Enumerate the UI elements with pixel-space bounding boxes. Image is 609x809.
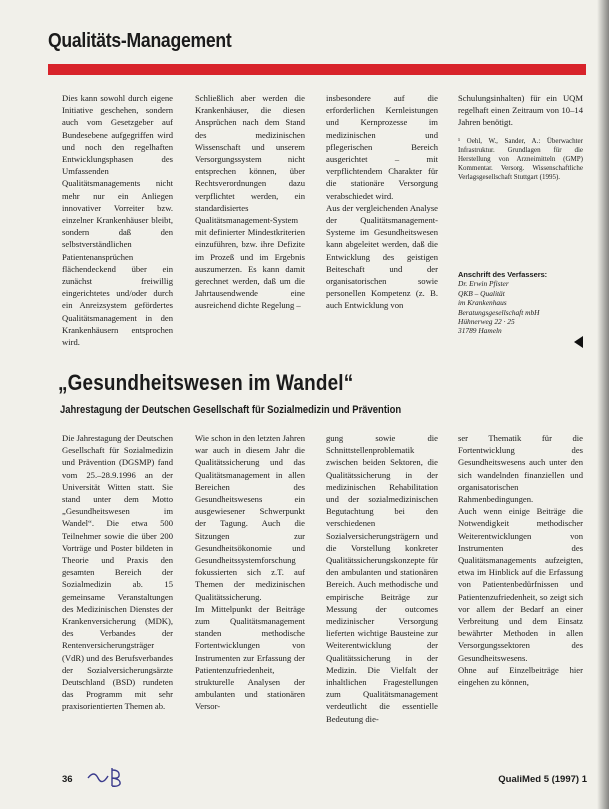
author-company-line-2: im Krankenhaus (458, 298, 507, 308)
main-article-column-3: gung sowie die Schnittstellenproblematik zwischen beiden Sektoren, die Qualitätssicherung in der medizinischen Rehabilitation und der sozialmedizinischen Begutachtung bei den verschiedenen Sozialversicherungsträgern und die Vorstellung konkreter Qualitätssicherungskonzepte für den ambulanten und stationären Bereich. Auch methodische und empirische Beiträge zur Messung der outcomes medizinischer Versorgung lieferten wichtige Bausteine zur Weiterentwicklung der Qualitätssicherung in der Medizin. Die Vielfalt der inhaltlichen Fragestellungen zum Qualitätsmanagement verdeutlicht die essentielle Bedeutung die- (326, 433, 438, 724)
author-city: 31789 Hameln (458, 326, 502, 336)
main-article-column-2: Wie schon in den letzten Jahren war auch in diesem Jahr die Qualitätssicherung und das Qualitätsmanagement in allen Bereichen des Gesundheitswesens ein ausgewiesener Schwerpunkt der Tagung. Auch die Sitzungen zur Gesundheitsökonomie und Gesundheitssystemforschung fokussierten sich z.T. auf Themen der medizinischen Qualitätssicherung. Im Mittelpunkt der Beiträge zum Qualitätsmanagement standen methodische Fortentwicklungen von Instrumenten zur Erfassung der Patientenzufriedenheit, strukturelle Analysen der ambulanten und stationären Versor- (195, 433, 305, 712)
article-headline: „Gesundheitswesen im Wandel“ (58, 370, 354, 395)
top-article-column-1: Dies kann sowohl durch eigene Initiative geschehen, sondern auch vom Gesetzgeber auf Bundesebene aufgegriffen wird und noch den regelhaften Entwicklungsphasen des Umfassenden Qualitätsmanagements nicht mehr nur ein Anliegen innovativer Vorreiter bzw. einzelner Krankenhäuser bleibt, sondern daß den selbstverständlichen Patientenansprüchen flächendeckend über ein zunächst freiwillig eingerichtetes und/oder durch ein Anreizsystem gefördertes Qualitätsmanagement in den Krankenhäusern entsprochen wird. (62, 93, 173, 348)
page-footer (62, 772, 587, 790)
author-address-heading: Anschrift des Verfassers: (458, 270, 548, 279)
footnote: ¹ Oehl, W., Sander, A.: Überwachter Infrastruktur. Grundlagen für die Herstellung von Arzneimitteln (GMP) Kommentar. Versorg. Wissenschaftliche Verlagsgesellschaft Stuttgart (1995). (458, 136, 583, 182)
section-accent-bar (48, 64, 586, 75)
main-article-column-1: Die Jahrestagung der Deutschen Gesellschaft für Sozialmedizin und Prävention (DGSMP) fand vom 25.–28.9.1996 an der Universität Witten statt. Sie stand unter dem Motto „Gesundheitswesen im Wandel“. Die etwa 500 Teilnehmer sowie die über 200 Vorträge und Poster bildeten in Theorie und Praxis den gesamten Bereich der Sozialmedizin ab. 15 gemeinsame Veranstaltungen des Medizinischen Dienstes der Krankenversicherung (MDK), des Verbandes der Rentenversicherungsträger (VdR) und des Berufsverbandes der Sozialversicherungsärzte Deutschland (BSD) rundeten das Programm mit sehr praxisorientierten Themen ab. (62, 433, 173, 712)
section-title: Qualitäts-Management (48, 30, 232, 52)
page-number: 36 (62, 774, 73, 785)
top-article-column-4 (458, 92, 583, 262)
author-company-line-1: QKB – Qualität (458, 288, 505, 298)
author-name: Dr. Erwin Pfister (458, 279, 509, 289)
handwritten-mark-icon (86, 766, 124, 788)
page-edge-shadow (597, 0, 609, 809)
main-article-column-4: ser Thematik für die Fortentwicklung des Gesundheitswesens auch unter den sich wandelnden finanziellen und organisatorischen Rahmenbedingungen. Auch wenn einige Beiträge die Notwendigkeit methodischer Weiterentwicklungen von Instrumenten des Qualitätsmanagements aufzeigten, etwa im Hinblick auf die Erfassung von Patientenbedürfnissen und Patientenzufriedenheit, so zeigt sich vor allem der Bedarf an einer Verbreitung und dem Einsatz bewährter Methoden in allen Versorgungssektoren des Gesundheitswesens. Ohne auf Einzelbeiträge hier eingehen zu können, (458, 433, 583, 688)
top-article-column-3: insbesondere auf die erforderlichen Kernleistungen und Kernprozesse im medizinischen und pflegerischen Bereich ausgerichtet – mit verpflichtendem Charakter für die stationäre Versorgung verabschiedet wird. Aus der vergleichenden Analyse der Qualitätsmanagement-Systeme im Gesundheitswesen kann abgeleitet werden, daß die Entwicklung des geistigen Beiteschaft und der organisatorischen sowie personellen Kompetenz (z. B. auch Entwicklung von (326, 93, 438, 311)
author-company-line-3: Beratungsgesellschaft mbH (458, 307, 540, 317)
journal-reference: QualiMed 5 (1997) 1 (498, 774, 587, 785)
author-street: Hühnerweg 22 · 25 (458, 317, 515, 327)
top-article-column-2: Schließlich aber werden die Krankenhäuser, die diesen Ansprüchen nach dem Stand des medizinischen Wissenschaft und unserem Versorgungssystem nicht entsprechen können, über Rechtsverordnungen dazu verpflichtet werden, ein standardisiertes Qualitätsmanagement-System mit definierter Mindestkriterien einzuführen, bzw. ihre Defizite im Prozeß und im Ergebnis auszumerzen. Es kann damit gerechnet werden, daß um die Jahrtausendwende eine ausreichend dichte Regelung – (195, 93, 305, 311)
top-article-column-4-text: Schulungsinhalten) für ein UQM regelhaft einen Zeitraum von 10–14 Jahren benötigt. (458, 93, 583, 128)
author-address (458, 270, 578, 336)
article-subheadline: Jahrestagung der Deutschen Gesellschaft für Sozialmedizin und Prävention (60, 404, 402, 416)
end-of-article-marker-icon (574, 336, 583, 348)
